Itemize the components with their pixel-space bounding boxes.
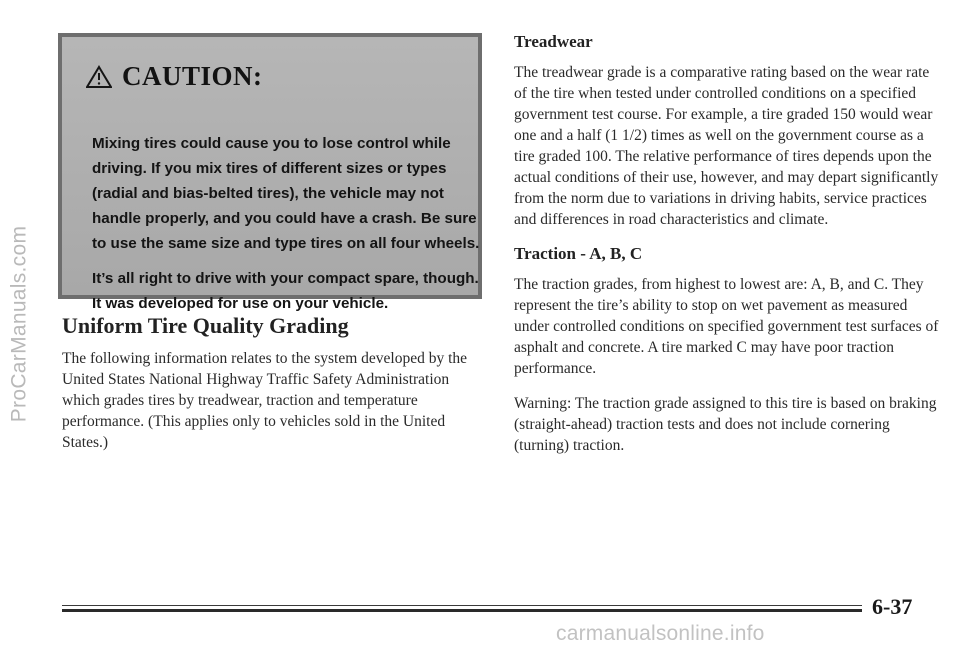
caution-title: CAUTION: [122,61,263,91]
uniform-tire-grading-heading: Uniform Tire Quality Grading [62,313,349,338]
side-watermark [2,0,36,648]
side-watermark-text: ProCarManuals.com [7,225,30,423]
footer-rule-thick [62,609,862,612]
caution-paragraph-1: Mixing tires could cause you to lose control while driving. If you mix tires of different sizes or types (radial and bias-belted tires), the vehicle may not handle properly, and you could have a crash. Be sure to use the same size and type tires on all four wheels. [92,135,480,252]
page-number: 6-37 [872,594,913,619]
uniform-tire-grading-text: The following information relates to the system developed by the United States National Highway Traffic Safety Administration which grades tires by treadwear, traction and temperature performance. (This applies only to vehicles sold in the United States.) [62,350,468,451]
caution-panel [58,33,482,312]
footer-rule-thin [62,605,862,606]
treadwear-text: The treadwear grade is a comparative rating based on the wear rate of the tire when tested under controlled conditions on a specified government test course. For example, a tire graded 150 would wear one and a half (1 1/2) times as well on the government course as a tire graded 100. The relative performance of tires depends upon the actual conditions of their use, however, and may depart significantly from the norm due to variations in driving habits, service practices and differences in road characteristics and climate. [514,64,939,228]
warning-triangle-icon [86,65,112,89]
treadwear-heading: Treadwear [514,32,593,51]
caution-box [58,33,482,312]
caution-paragraph-2: It’s all right to drive with your compact spare, though. It was developed for use on your vehicle. [92,270,479,312]
footer-watermark: carmanualsonline.info [556,622,765,645]
traction-heading: Traction - A, B, C [514,244,643,263]
right-column [514,32,944,470]
traction-text: The traction grades, from highest to lowest are: A, B, and C. They represent the tire’s ability to stop on wet pavement as measured under controlled conditions on specified government test surfaces of asphalt and concrete. A tire marked C may have poor traction performance. [514,276,939,377]
caution-header [86,61,263,92]
traction-warning-text: Warning: The traction grade assigned to this tire is based on braking (straight-ahead) traction tests and does not include cornering (turning) traction. [514,395,937,454]
caution-text [92,131,480,326]
